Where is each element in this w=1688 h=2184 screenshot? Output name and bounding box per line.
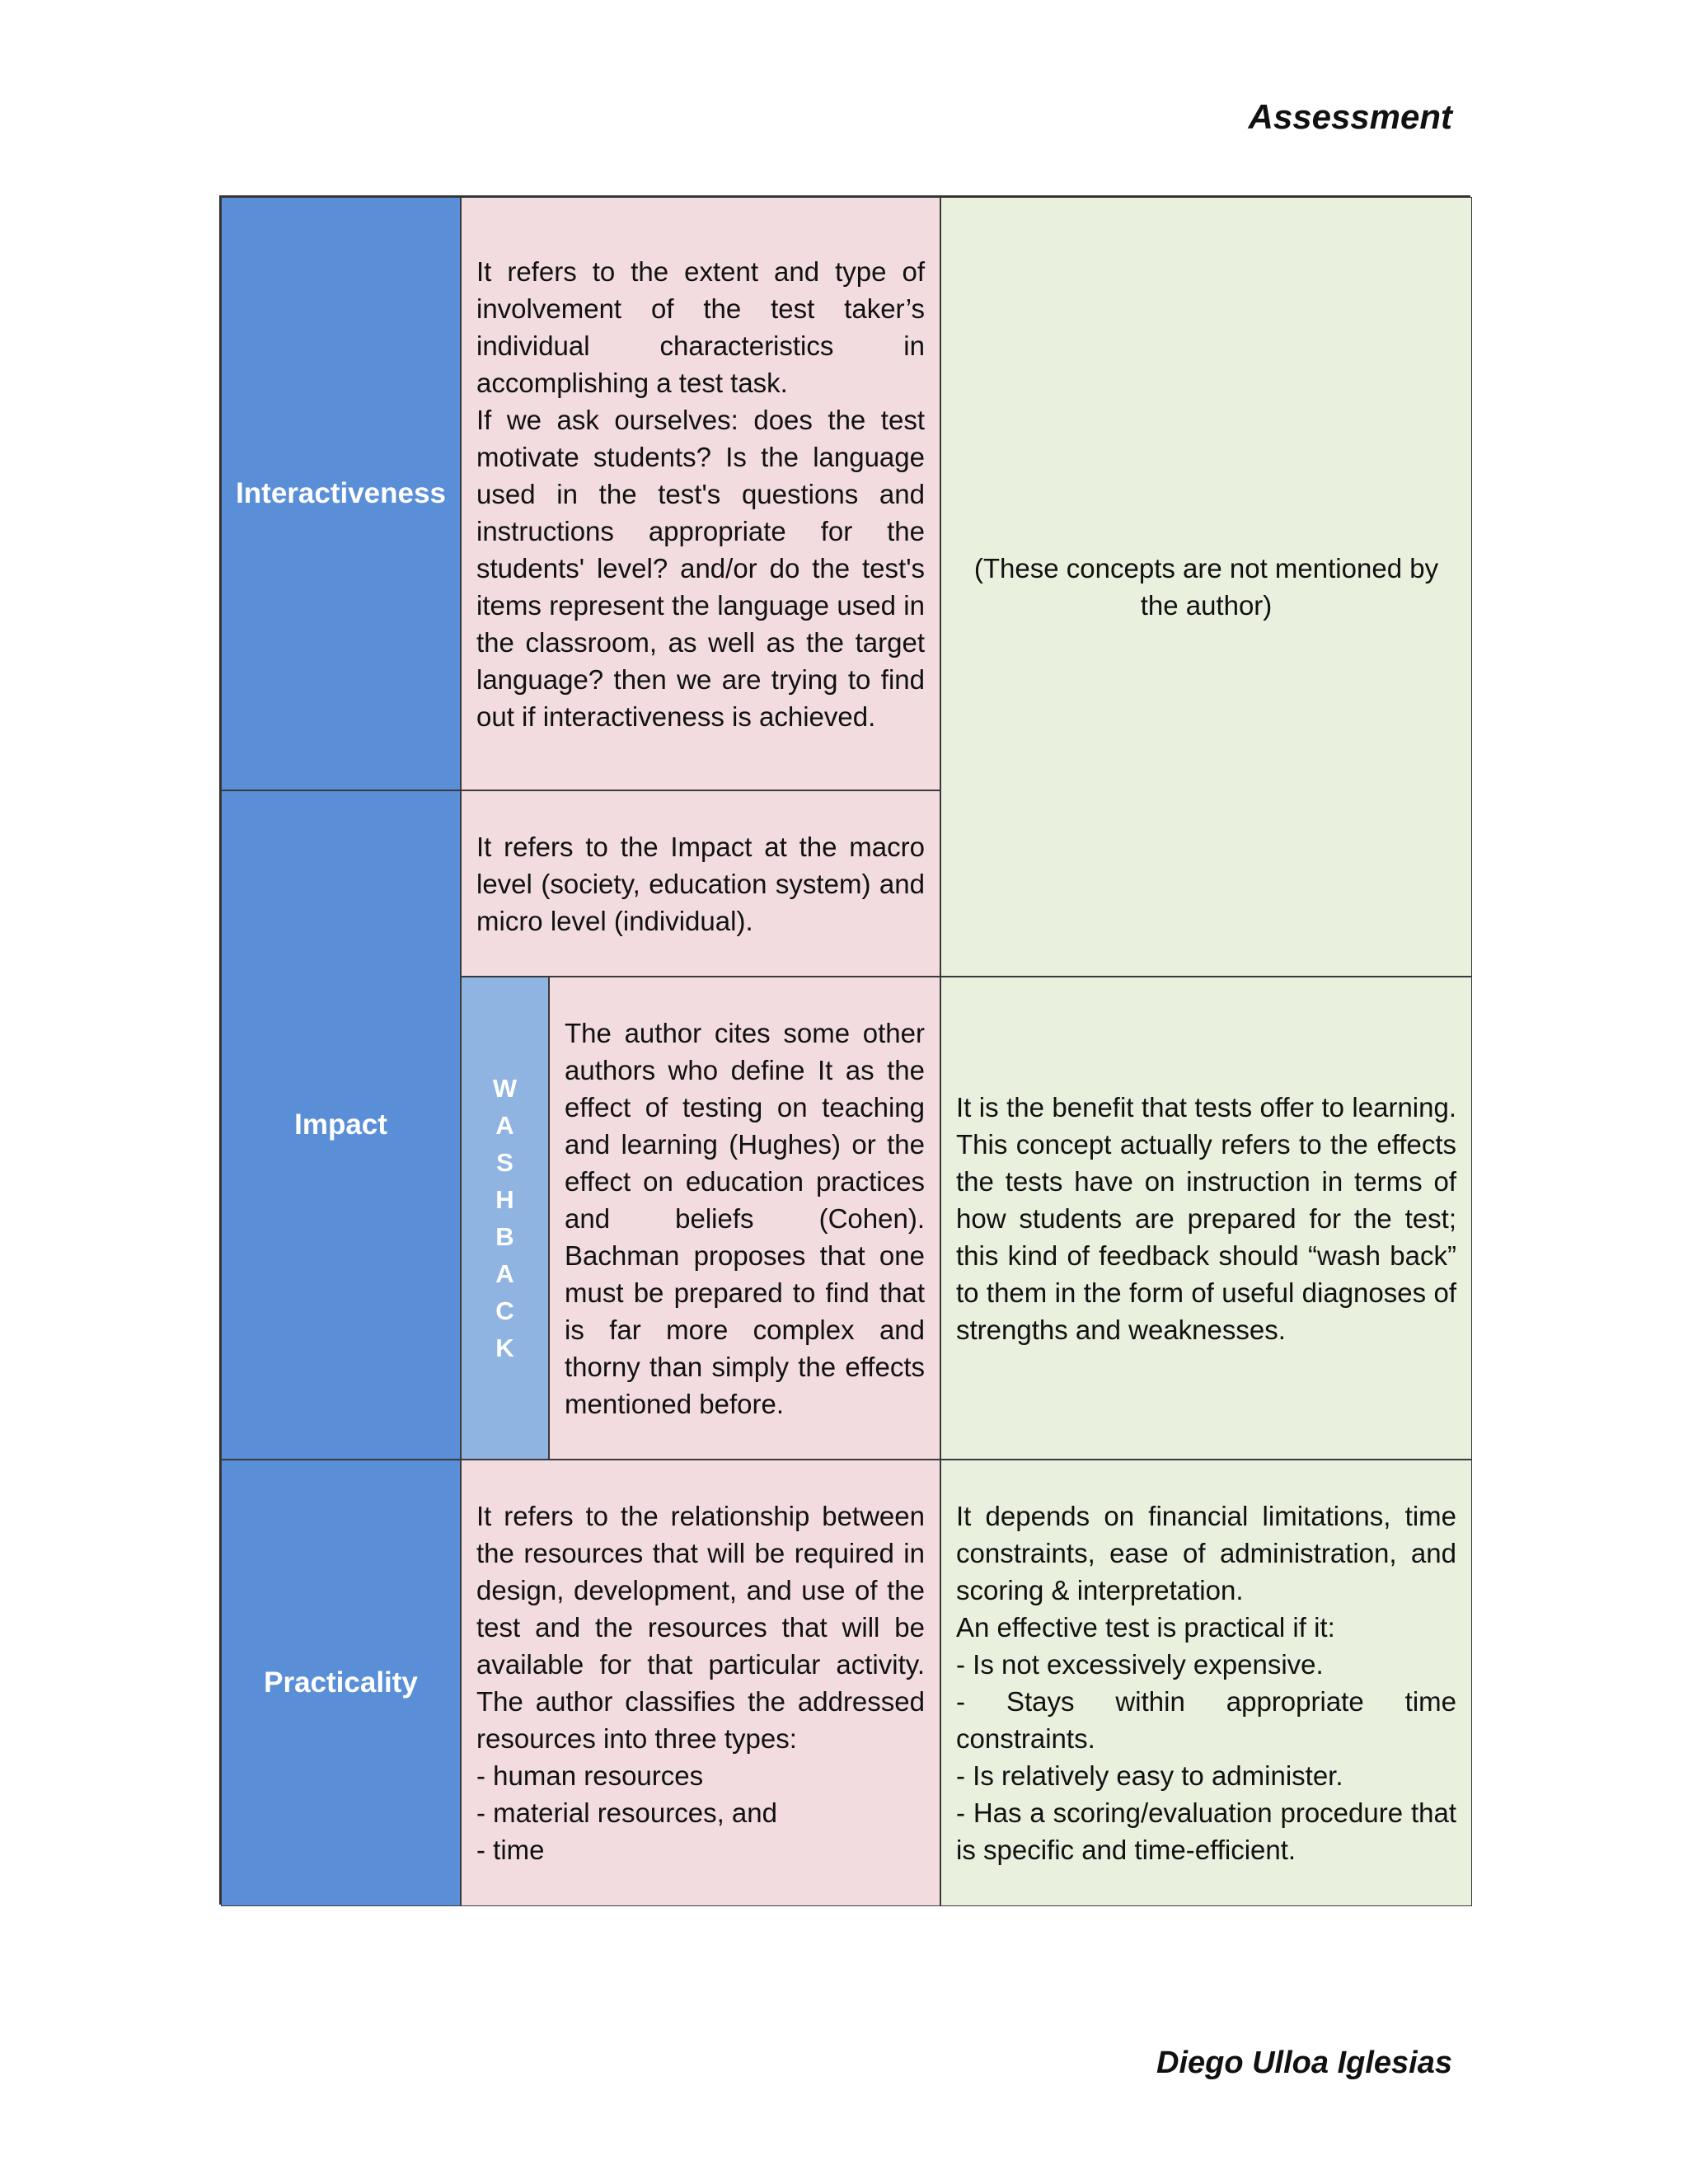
label-impact: Impact [221, 790, 461, 1460]
washback-note-cell [940, 977, 1472, 1460]
washback-definition: The author cites some other authors who define It as the effect of testing on teaching and learning (Hughes) or the effect on education practices and beliefs (Cohen). Bachman proposes that one must be prepared to find that is far more complex and thorny than simply the effects mentioned before. [565, 1017, 925, 1419]
practicality-definition: It refers to the relationship between the resources that will be required in design, development, and use of the test and the resources that will be available for that particular activity. The author classifies the addressed resources into three types: [476, 1501, 925, 1754]
washback-letter: A [495, 1111, 514, 1140]
practicality-criterion: - Is relatively easy to administer. [956, 1760, 1343, 1791]
impact-definition-cell [461, 790, 940, 977]
washback-letter: S [496, 1148, 513, 1177]
page-header-title: Assessment [1248, 97, 1452, 136]
practicality-criterion: - Stays within appropriate time constraints. [956, 1686, 1456, 1754]
washback-vertical-label [461, 977, 549, 1460]
practicality-criterion: - Is not excessively expensive. [956, 1649, 1324, 1680]
label-interactiveness: Interactiveness [221, 197, 461, 790]
resource-item: - time [476, 1835, 545, 1865]
interactiveness-definition-cell [461, 197, 940, 790]
interactiveness-question: If we ask ourselves: does the test motivate students? Is the language used in the test's questions and instructions appropriate for the students' level? and/or do the test's items represent the language used in the classroom, as well as the target language? then we are trying to find out if interactiveness is achieved. [476, 404, 925, 732]
label-practicality: Practicality [221, 1460, 461, 1906]
interactiveness-definition: It refers to the extent and type of involvement of the test taker’s individual characteristics in accomplishing a test task. [476, 255, 925, 398]
page-footer-author: Diego Ulloa Iglesias [1156, 2046, 1452, 2080]
washback-letter: A [495, 1259, 514, 1288]
washback-definition-cell [549, 977, 940, 1460]
washback-letter: K [495, 1333, 514, 1362]
practicality-note-lead: An effective test is practical if it: [956, 1612, 1335, 1643]
impact-definition: It refers to the Impact at the macro level (society, education system) and micro level (individual). [476, 831, 925, 936]
resource-item: - human resources [476, 1760, 704, 1791]
resource-item: - material resources, and [476, 1797, 777, 1828]
practicality-note-cell [940, 1460, 1472, 1906]
washback-letter: C [495, 1296, 514, 1325]
practicality-note-intro: It depends on financial limitations, time constraints, ease of administration, and scoring & interpretation. [956, 1501, 1456, 1605]
washback-letter: W [492, 1074, 518, 1103]
washback-letter: H [495, 1185, 514, 1214]
assessment-table [219, 195, 1470, 1905]
washback-note: It is the benefit that tests offer to learning. This concept actually refers to the effects the tests have on instruction in terms of how students are prepared for the test; this kind of feedback should “wash back” to them in the form of useful diagnoses of strengths and weaknesses. [956, 1091, 1456, 1345]
washback-letter: B [495, 1222, 514, 1251]
not-mentioned-note-cell [940, 197, 1472, 977]
not-mentioned-note: (These concepts are not mentioned by the author) [973, 553, 1439, 621]
practicality-criterion: - Has a scoring/evaluation procedure that is specific and time-efficient. [956, 1797, 1456, 1865]
practicality-definition-cell [461, 1460, 940, 1906]
